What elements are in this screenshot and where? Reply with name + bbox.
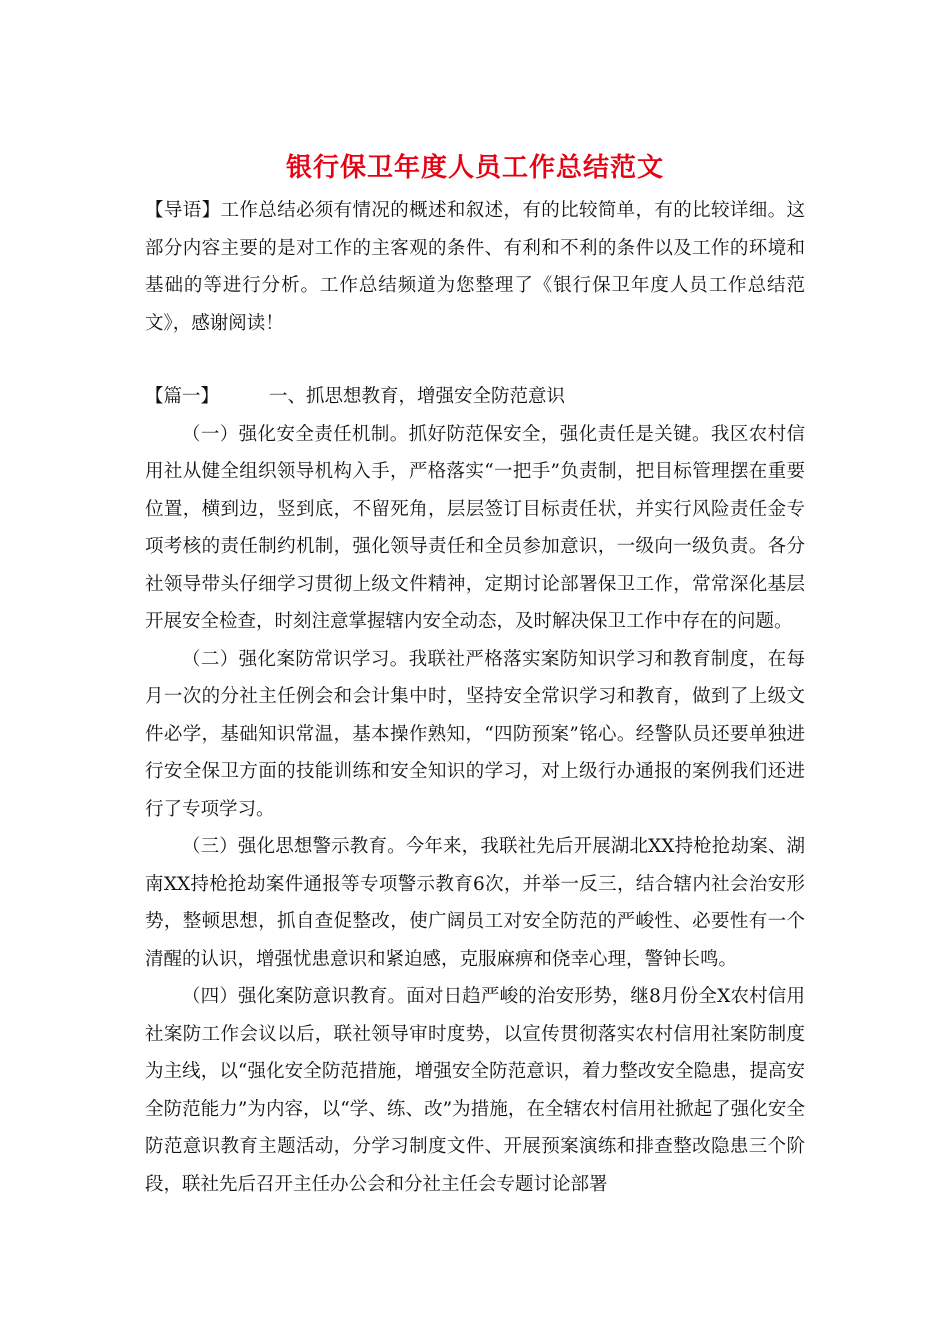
body-paragraph: （三）强化思想警示教育。今年来，我联社先后开展湖北XX持枪抢劫案、湖南XX持枪抢劫案件通报等专项警示教育6次，并举一反三，结合辖内社会治安形势，整顿思想，抓自查促整改，使广阔员工对安全防范的严峻性、必要性有一个清醒的认识，增强忧患意识和紧迫感，克服麻痹和侥幸心理，警钟长鸣。 [145,836,805,970]
document-title: 银行保卫年度人员工作总结范文 [285,153,664,183]
lead-paragraph: 【导语】工作总结必须有情况的概述和叙述，有的比较简单，有的比较详细。这部分内容主要的是对工作的主客观的条件、有利和不利的条件以及工作的环境和基础的等进行分析。工作总结频道为您整理了《银行保卫年度人员工作总结范文》，感谢阅读！ [145,200,805,334]
lead-paragraph-block [145,192,805,342]
body-paragraph: （一）强化安全责任机制。抓好防范保安全，强化责任是关键。我区农村信用社从健全组织领导机构入手，严格落实“一把手”负责制，把目标管理摆在重要位置，横到边，竖到底，不留死角，层层签订目标责任状，并实行风险责任金专项考核的责任制约机制，强化领导责任和全员参加意识，一级向一级负责。各分社领导带头仔细学习贯彻上级文件精神，定期讨论部署保卫工作，常常深化基层开展安全检查，时刻注意掌握辖内安全动态，及时解决保卫工作中存在的问题。 [145,423,805,632]
section-one [145,378,805,1203]
section-heading-text: 一、抓思想教育，增强安全防范意识 [269,386,566,407]
body-paragraph: （四）强化案防意识教育。面对日趋严峻的治安形势，继8月份全X农村信用社案防工作会议以后，联社领导审时度势，以宣传贯彻落实农村信用社案防制度为主线，以“强化安全防范措施，增强安全防范意识，着力整改安全隐患，提高安全防范能力”为内容，以“学、练、改”为措施，在全辖农村信用社掀起了强化安全防范意识教育主题活动，分学习制度文件、开展预案演练和排查整改隐患三个阶段，联社先后召开主任办公会和分社主任会专题讨论部署 [145,986,805,1195]
body-paragraph: （二）强化案防常识学习。我联社严格落实案防知识学习和教育制度，在每月一次的分社主任例会和会计集中时，坚持安全常识学习和教育，做到了上级文件必学，基础知识常温，基本操作熟知，“四防预案”铭心。经警队员还要单独进行安全保卫方面的技能训练和安全知识的学习，对上级行办通报的案例我们还进行了专项学习。 [145,648,805,820]
section-heading [145,378,805,416]
section-tag: 【篇一】 [145,386,220,407]
